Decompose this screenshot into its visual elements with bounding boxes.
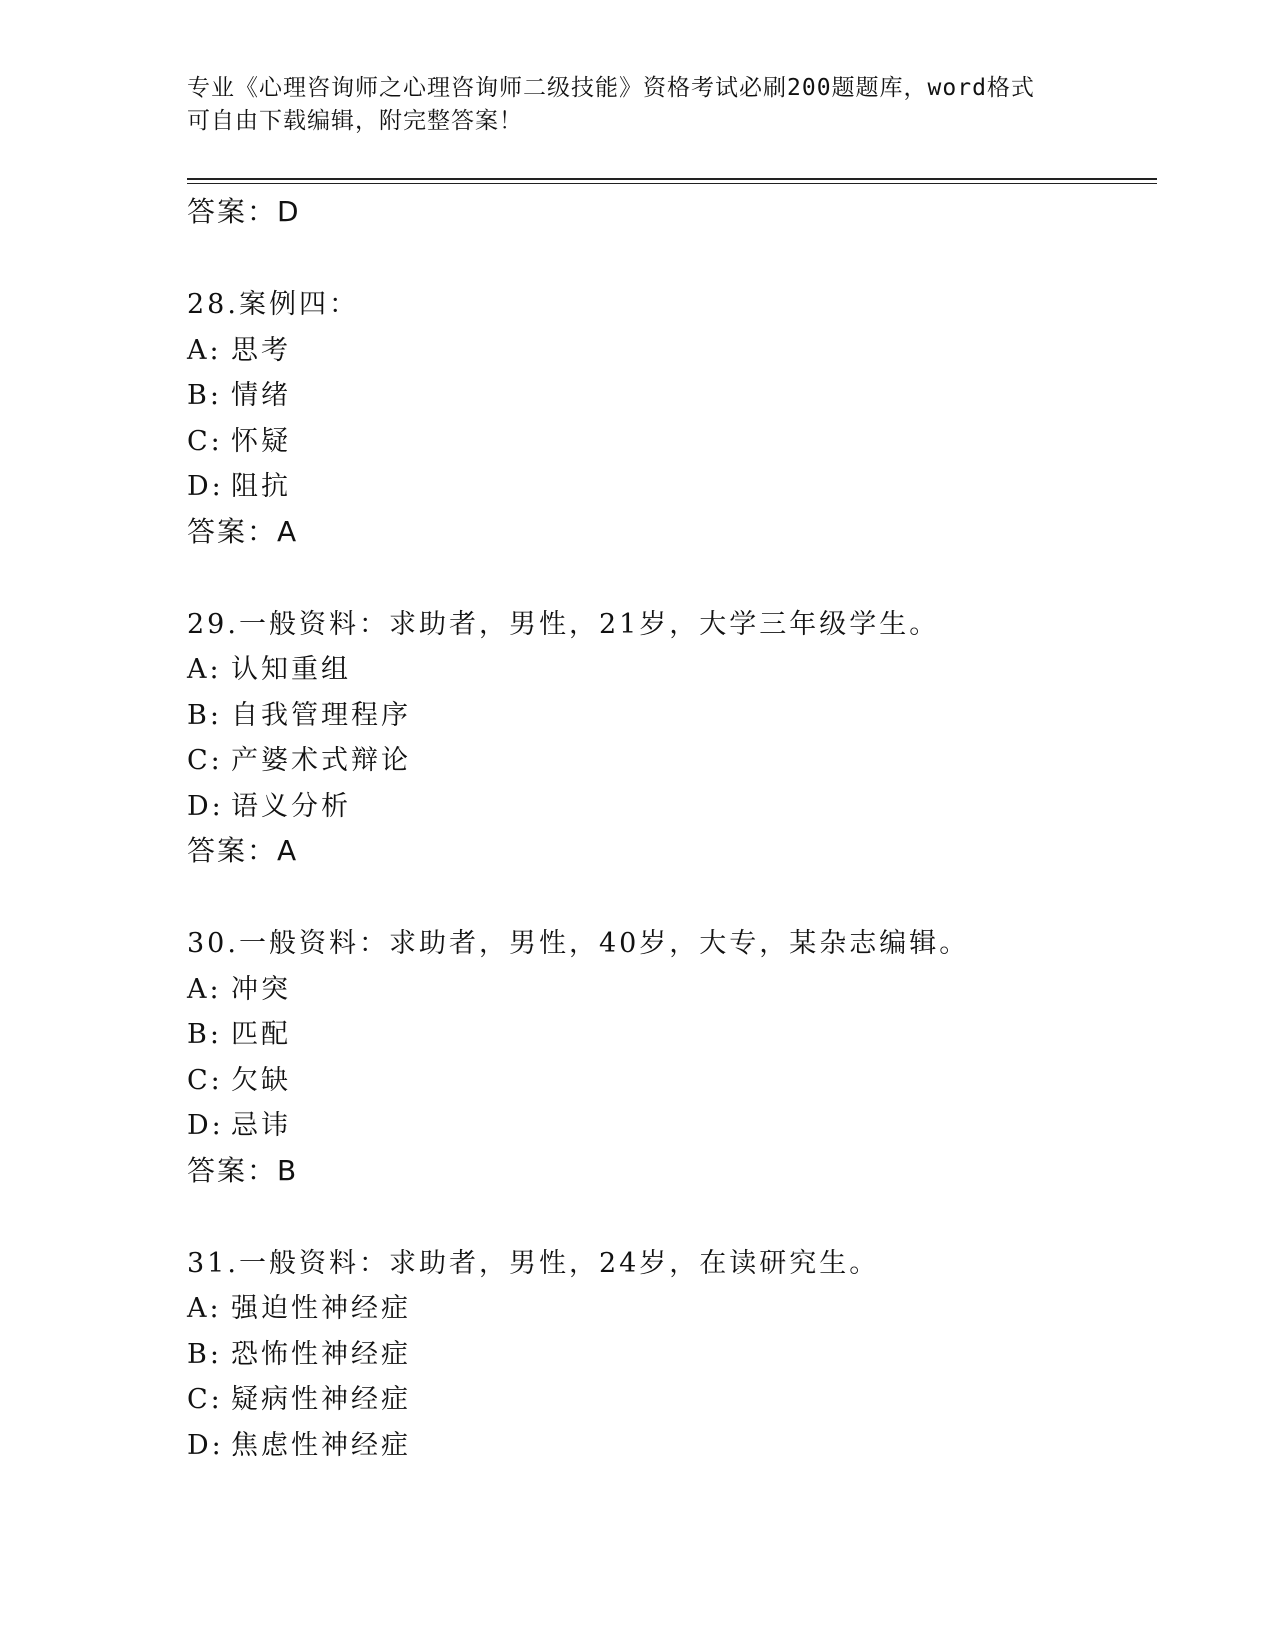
option-b — [187, 1332, 1157, 1378]
option-letter: C: — [187, 745, 223, 776]
option-letter: D: — [187, 1429, 224, 1461]
option-d — [187, 1103, 1157, 1149]
header-divider-thick — [187, 178, 1157, 180]
option-letter: A: — [187, 334, 222, 366]
question-31 — [187, 1241, 1157, 1469]
option-c — [187, 738, 1157, 784]
option-letter: D: — [187, 471, 224, 502]
option-a — [187, 967, 1157, 1013]
question-28 — [187, 282, 1157, 510]
option-text: 认知重组 — [231, 654, 351, 685]
question-title: 30.一般资料：求助者，男性，40岁，大专，某杂志编辑。 — [187, 928, 970, 959]
option-text: 强迫性神经症 — [231, 1293, 411, 1324]
option-letter: B: — [187, 1019, 222, 1050]
option-letter: A: — [187, 1293, 222, 1324]
option-d — [187, 1423, 1157, 1469]
question-title: 29.一般资料：求助者，男性，21岁，大学三年级学生。 — [187, 608, 940, 640]
option-c — [187, 419, 1157, 465]
document-body — [187, 190, 1157, 1468]
option-c — [187, 1058, 1157, 1104]
option-text: 情绪 — [231, 380, 291, 411]
option-b — [187, 373, 1157, 419]
option-letter: B: — [187, 380, 222, 411]
option-letter: D: — [187, 1110, 224, 1141]
option-letter: B: — [187, 699, 222, 731]
option-letter: D: — [187, 790, 224, 822]
answer-line: 答案：B — [187, 1153, 299, 1187]
option-text: 语义分析 — [231, 790, 351, 822]
header-divider-thin — [187, 183, 1157, 184]
spacer — [187, 234, 1157, 282]
option-letter: B: — [187, 1338, 222, 1370]
option-text: 冲突 — [231, 973, 291, 1005]
option-text: 怀疑 — [231, 425, 291, 457]
header-line-1: 专业《心理咨询师之心理咨询师二级技能》资格考试必刷200题题库，word格式 — [187, 75, 1035, 101]
header-line-2: 可自由下载编辑，附完整答案！ — [187, 108, 523, 134]
option-d — [187, 784, 1157, 830]
question-30 — [187, 921, 1157, 1149]
spacer — [187, 554, 1157, 602]
option-letter: A: — [187, 973, 222, 1005]
option-letter: C: — [187, 1384, 223, 1415]
option-a — [187, 647, 1157, 693]
option-text: 疑病性神经症 — [231, 1384, 411, 1415]
question-title: 31.一般资料：求助者，男性，24岁，在读研究生。 — [187, 1247, 880, 1279]
option-text: 忌讳 — [231, 1110, 291, 1141]
answer-line: 答案：A — [187, 514, 299, 548]
option-text: 产婆术式辩论 — [231, 745, 411, 776]
answer-line: 答案：A — [187, 834, 299, 867]
option-text: 匹配 — [231, 1019, 291, 1050]
option-b — [187, 1012, 1157, 1058]
option-text: 思考 — [231, 334, 291, 366]
answer-line: 答案：D — [187, 195, 301, 228]
option-d — [187, 464, 1157, 510]
option-text: 阻抗 — [231, 471, 291, 502]
document-header — [187, 72, 1087, 138]
option-c — [187, 1377, 1157, 1423]
option-b — [187, 693, 1157, 739]
option-a — [187, 1286, 1157, 1332]
option-letter: A: — [187, 654, 222, 685]
spacer — [187, 873, 1157, 921]
option-letter: C: — [187, 1064, 223, 1096]
question-title: 28.案例四： — [187, 289, 359, 320]
question-29 — [187, 602, 1157, 830]
option-text: 恐怖性神经症 — [231, 1338, 411, 1370]
option-a — [187, 328, 1157, 374]
option-text: 焦虑性神经症 — [231, 1429, 411, 1461]
option-letter: C: — [187, 425, 223, 457]
option-text: 自我管理程序 — [231, 699, 411, 731]
option-text: 欠缺 — [231, 1064, 291, 1096]
spacer — [187, 1193, 1157, 1241]
